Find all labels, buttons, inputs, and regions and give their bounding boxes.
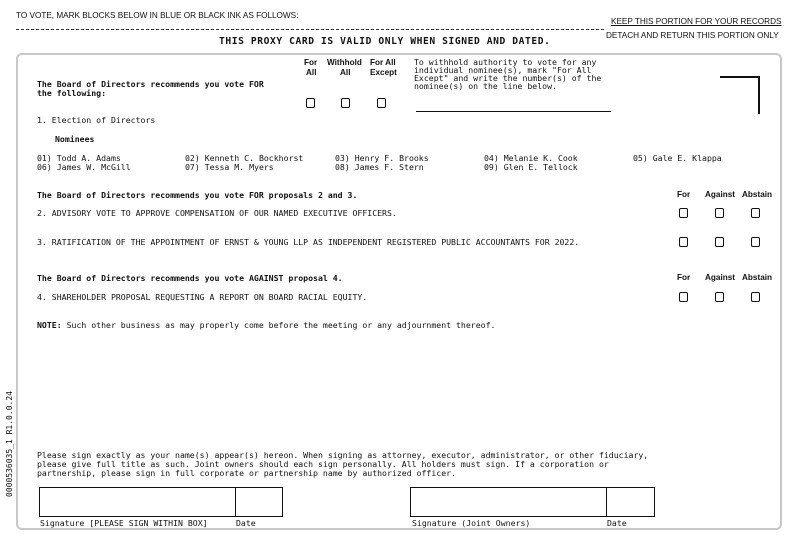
proposals-for-recommend: The Board of Directors recommends you vote FOR proposals 2 and 3. [37, 190, 358, 200]
col-for-all-except-2: Except [370, 68, 397, 77]
withhold-all-checkbox[interactable] [341, 98, 350, 108]
proposal-2-against-checkbox[interactable] [715, 208, 724, 218]
note: NOTE: Such other business as may properly come before the meeting or any adjournment thereof. [37, 320, 496, 330]
item-1-label: 1. Election of Directors [37, 115, 156, 125]
col-abstain-4: Abstain [742, 273, 773, 282]
proposal-3-text: 3. RATIFICATION OF THE APPOINTMENT OF ERNST & YOUNG LLP AS INDEPENDENT REGISTERED PUBLIC ACCOUNTANTS FOR 2022. [37, 237, 580, 247]
proposal-2-for-checkbox[interactable] [679, 208, 688, 218]
proposal-3-against-checkbox[interactable] [715, 237, 724, 247]
joint-signature-label: Signature (Joint Owners) [412, 518, 531, 528]
joint-signature-box[interactable] [410, 487, 607, 517]
proposal-2-abstain-checkbox[interactable] [751, 208, 760, 218]
col-for-all: For [304, 58, 318, 67]
nominee-02: 02) Kenneth C. Bockhorst [185, 153, 304, 163]
withhold-instructions: To withhold authority to vote for any individual nominee(s), mark "For All Except" and write the number(s) of the nominee(s) on the line below. [414, 57, 602, 91]
col-abstain: Abstain [742, 190, 773, 199]
proposals-against-recommend: The Board of Directors recommends you vote AGAINST proposal 4. [37, 273, 343, 283]
detach-line [16, 29, 604, 30]
election-recommend: The Board of Directors recommends you vote FOR [37, 79, 264, 89]
nominee-09: 09) Glen E. Tellock [484, 162, 578, 172]
col-withhold-all: Withhold [327, 58, 362, 67]
col-for-all-2: All [306, 68, 317, 77]
col-for: For [677, 190, 691, 199]
date-box[interactable] [235, 487, 283, 517]
nominee-08: 08) James F. Stern [335, 162, 424, 172]
vote-instruction: TO VOTE, MARK BLOCKS BELOW IN BLUE OR BLACK INK AS FOLLOWS: [16, 11, 299, 20]
proposal-4-against-checkbox[interactable] [715, 292, 724, 302]
election-recommend-2: the following: [37, 88, 107, 98]
nominee-06: 06) James W. McGill [37, 162, 131, 172]
proposal-3-abstain-checkbox[interactable] [751, 237, 760, 247]
nominee-01: 01) Todd A. Adams [37, 153, 121, 163]
sign-instructions: Please sign exactly as your name(s) appear(s) hereon. When signing as attorney, executor, administrator, or other fiduciary, please give full title as such. Joint owners should each sign personally. All holders must sign. If a corporation or partnership, please sign in full corporate or partnership name by authorized officer. [37, 450, 649, 478]
detach-return-label: DETACH AND RETURN THIS PORTION ONLY [606, 31, 779, 40]
keep-portion-label: KEEP THIS PORTION FOR YOUR RECORDS [611, 17, 782, 26]
for-all-checkbox[interactable] [306, 98, 315, 108]
side-code: 0000536035_1 R1.0.0.24 [5, 391, 14, 497]
proposal-3-for-checkbox[interactable] [679, 237, 688, 247]
nominees-heading: Nominees [55, 134, 95, 144]
col-for-all-except: For All [370, 58, 396, 67]
nominee-07: 07) Tessa M. Myers [185, 162, 274, 172]
joint-date-box[interactable] [606, 487, 655, 517]
valid-notice: THIS PROXY CARD IS VALID ONLY WHEN SIGNED AND DATED. [219, 36, 551, 47]
col-against-4: Against [705, 273, 736, 282]
for-all-except-checkbox[interactable] [377, 98, 386, 108]
col-against: Against [705, 190, 736, 199]
date-label: Date [236, 518, 256, 528]
proposal-2-text: 2. ADVISORY VOTE TO APPROVE COMPENSATION OF OUR NAMED EXECUTIVE OFFICERS. [37, 208, 397, 218]
nominee-04: 04) Melanie K. Cook [484, 153, 578, 163]
col-withhold-all-2: All [340, 68, 351, 77]
signature-box[interactable] [39, 487, 236, 517]
proposal-4-abstain-checkbox[interactable] [751, 292, 760, 302]
proposal-4-text: 4. SHAREHOLDER PROPOSAL REQUESTING A REPORT ON BOARD RACIAL EQUITY. [37, 292, 368, 302]
nominee-05: 05) Gale E. Klappa [633, 153, 722, 163]
proposal-4-for-checkbox[interactable] [679, 292, 688, 302]
joint-date-label: Date [607, 518, 627, 528]
signature-label: Signature [PLEASE SIGN WITHIN BOX] [40, 518, 208, 528]
corner-registration-mark [720, 76, 760, 114]
col-for-4: For [677, 273, 691, 282]
nominee-03: 03) Henry F. Brooks [335, 153, 429, 163]
except-write-in-line[interactable] [416, 111, 611, 112]
